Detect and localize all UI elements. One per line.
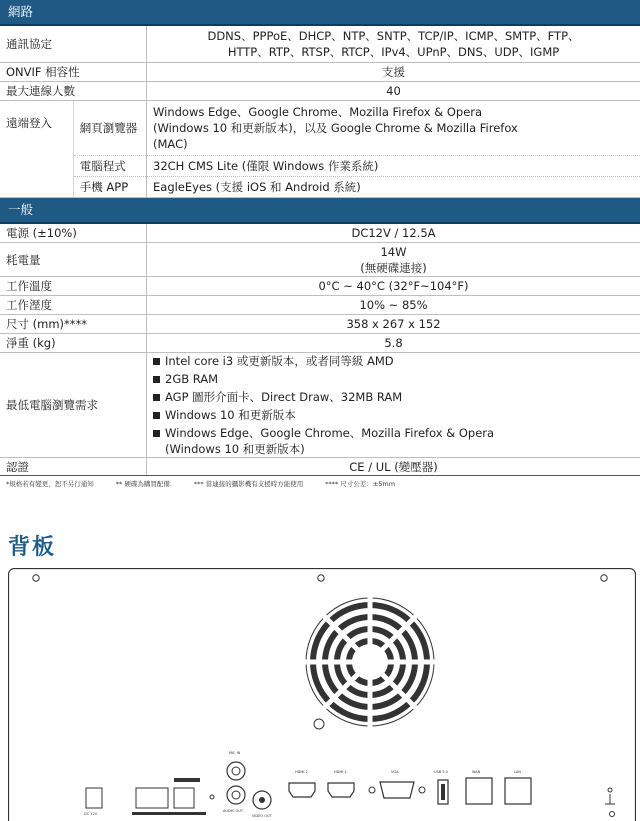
protocols-value: [147, 26, 640, 62]
mobile-app-label: 手機 APP: [73, 176, 146, 197]
weight-value: 5.8: [147, 334, 640, 353]
onvif-label: ONVIF 相容性: [0, 62, 147, 81]
cert-value: CE / UL (變壓器): [147, 458, 640, 476]
power-value: DC12V / 12.5A: [147, 224, 640, 243]
min-pc-value: [147, 353, 640, 458]
op-temp-value: 0°C ~ 40°C (32°F~104°F): [147, 277, 640, 296]
dimensions-label: 尺寸 (mm)****: [0, 315, 147, 334]
consumption-value: [147, 243, 640, 277]
min-pc-item-5-line-1: Windows Edge、Google Chrome、Mozilla Firefox & Opera: [165, 426, 495, 440]
rear-panel-illustration: [8, 568, 636, 821]
general-section-header: 一般: [0, 198, 640, 224]
usb-label: USB 3.0: [434, 770, 448, 774]
min-pc-item: [153, 425, 634, 457]
power-label: 電源 (±10%): [0, 224, 147, 243]
video-out-label: VIDEO OUT: [252, 814, 272, 818]
audio-out-label: AUDIO OUT: [223, 809, 244, 813]
dc-label: DC 12V: [84, 812, 98, 816]
vga-label: VGA: [391, 770, 399, 774]
browser-value: [147, 100, 640, 155]
browser-line-3: (MAC): [153, 136, 188, 151]
op-temp-label: 工作溫度: [0, 277, 147, 296]
pc-program-label: 電腦程式: [73, 155, 146, 176]
protocols-line-2: HTTP、RTP、RTSP、RTCP、IPv4、UPnP、DNS、UDP、IGMP: [227, 44, 560, 59]
lan-label: LAN: [514, 770, 522, 774]
dimensions-value: 358 x 267 x 152: [147, 315, 640, 334]
max-users-value: 40: [147, 81, 640, 100]
remote-login-label: 遠端登入: [0, 100, 73, 197]
mic-in-label: MIC IN: [229, 751, 241, 755]
min-pc-item-5-line-2: (Windows 10 和更新版本): [165, 442, 305, 456]
footnotes: [0, 476, 640, 491]
protocols-line-1: DDNS、PPPoE、DHCP、NTP、SNTP、TCP/IP、ICMP、SMTP、FTP、: [207, 28, 580, 43]
min-pc-item: 2GB RAM: [153, 371, 634, 387]
consumption-line-1: 14W: [380, 244, 407, 259]
op-humidity-label: 工作溼度: [0, 296, 147, 315]
mobile-app-value: EagleEyes (支援 iOS 和 Android 系統): [147, 176, 640, 197]
wan-label: WAN: [472, 770, 481, 774]
network-section-header: 網路: [0, 0, 640, 26]
network-spec-table: [0, 26, 640, 198]
pc-program-value: 32CH CMS Lite (僅限 Windows 作業系統): [147, 155, 640, 176]
browser-line-2: (Windows 10 和更新版本)，以及 Google Chrome & Mozilla Firefox: [153, 120, 518, 135]
onvif-value: 支援: [147, 62, 640, 81]
min-pc-item: AGP 圖形介面卡、Direct Draw、32MB RAM: [153, 389, 634, 405]
weight-label: 淨重 (kg): [0, 334, 147, 353]
footnote: ** 硬碟為購買配備.: [115, 480, 172, 488]
rear-panel-heading: 背板: [8, 535, 57, 560]
min-pc-item: Intel core i3 或更新版本，或者同等級 AMD: [153, 353, 634, 369]
fan-grille: [304, 596, 436, 728]
footnote: *規格若有變更，恕不另行通知: [6, 480, 94, 488]
min-pc-label: 最低電腦瀏覽需求: [0, 353, 147, 458]
protocols-label: 通訊協定: [0, 26, 147, 62]
hdmi1-label: HDMI 1: [334, 770, 347, 774]
consumption-label: 耗電量: [0, 243, 147, 277]
general-spec-table: [0, 224, 640, 477]
footnote: **** 尺寸公差：±5mm: [325, 480, 396, 488]
browser-line-1: Windows Edge、Google Chrome、Mozilla Firefox & Opera: [153, 104, 483, 119]
hdmi2-label: HDMI 2: [295, 770, 308, 774]
max-users-label: 最大連線人數: [0, 81, 147, 100]
min-pc-item: Windows 10 和更新版本: [153, 407, 634, 423]
op-humidity-value: 10% ~ 85%: [147, 296, 640, 315]
browser-label: 網頁瀏覽器: [73, 100, 146, 155]
cert-label: 認證: [0, 458, 147, 476]
consumption-line-2: (無硬碟連接): [360, 260, 427, 275]
footnote: *** 當連接的攝影機有支援時方能使用: [193, 480, 304, 488]
